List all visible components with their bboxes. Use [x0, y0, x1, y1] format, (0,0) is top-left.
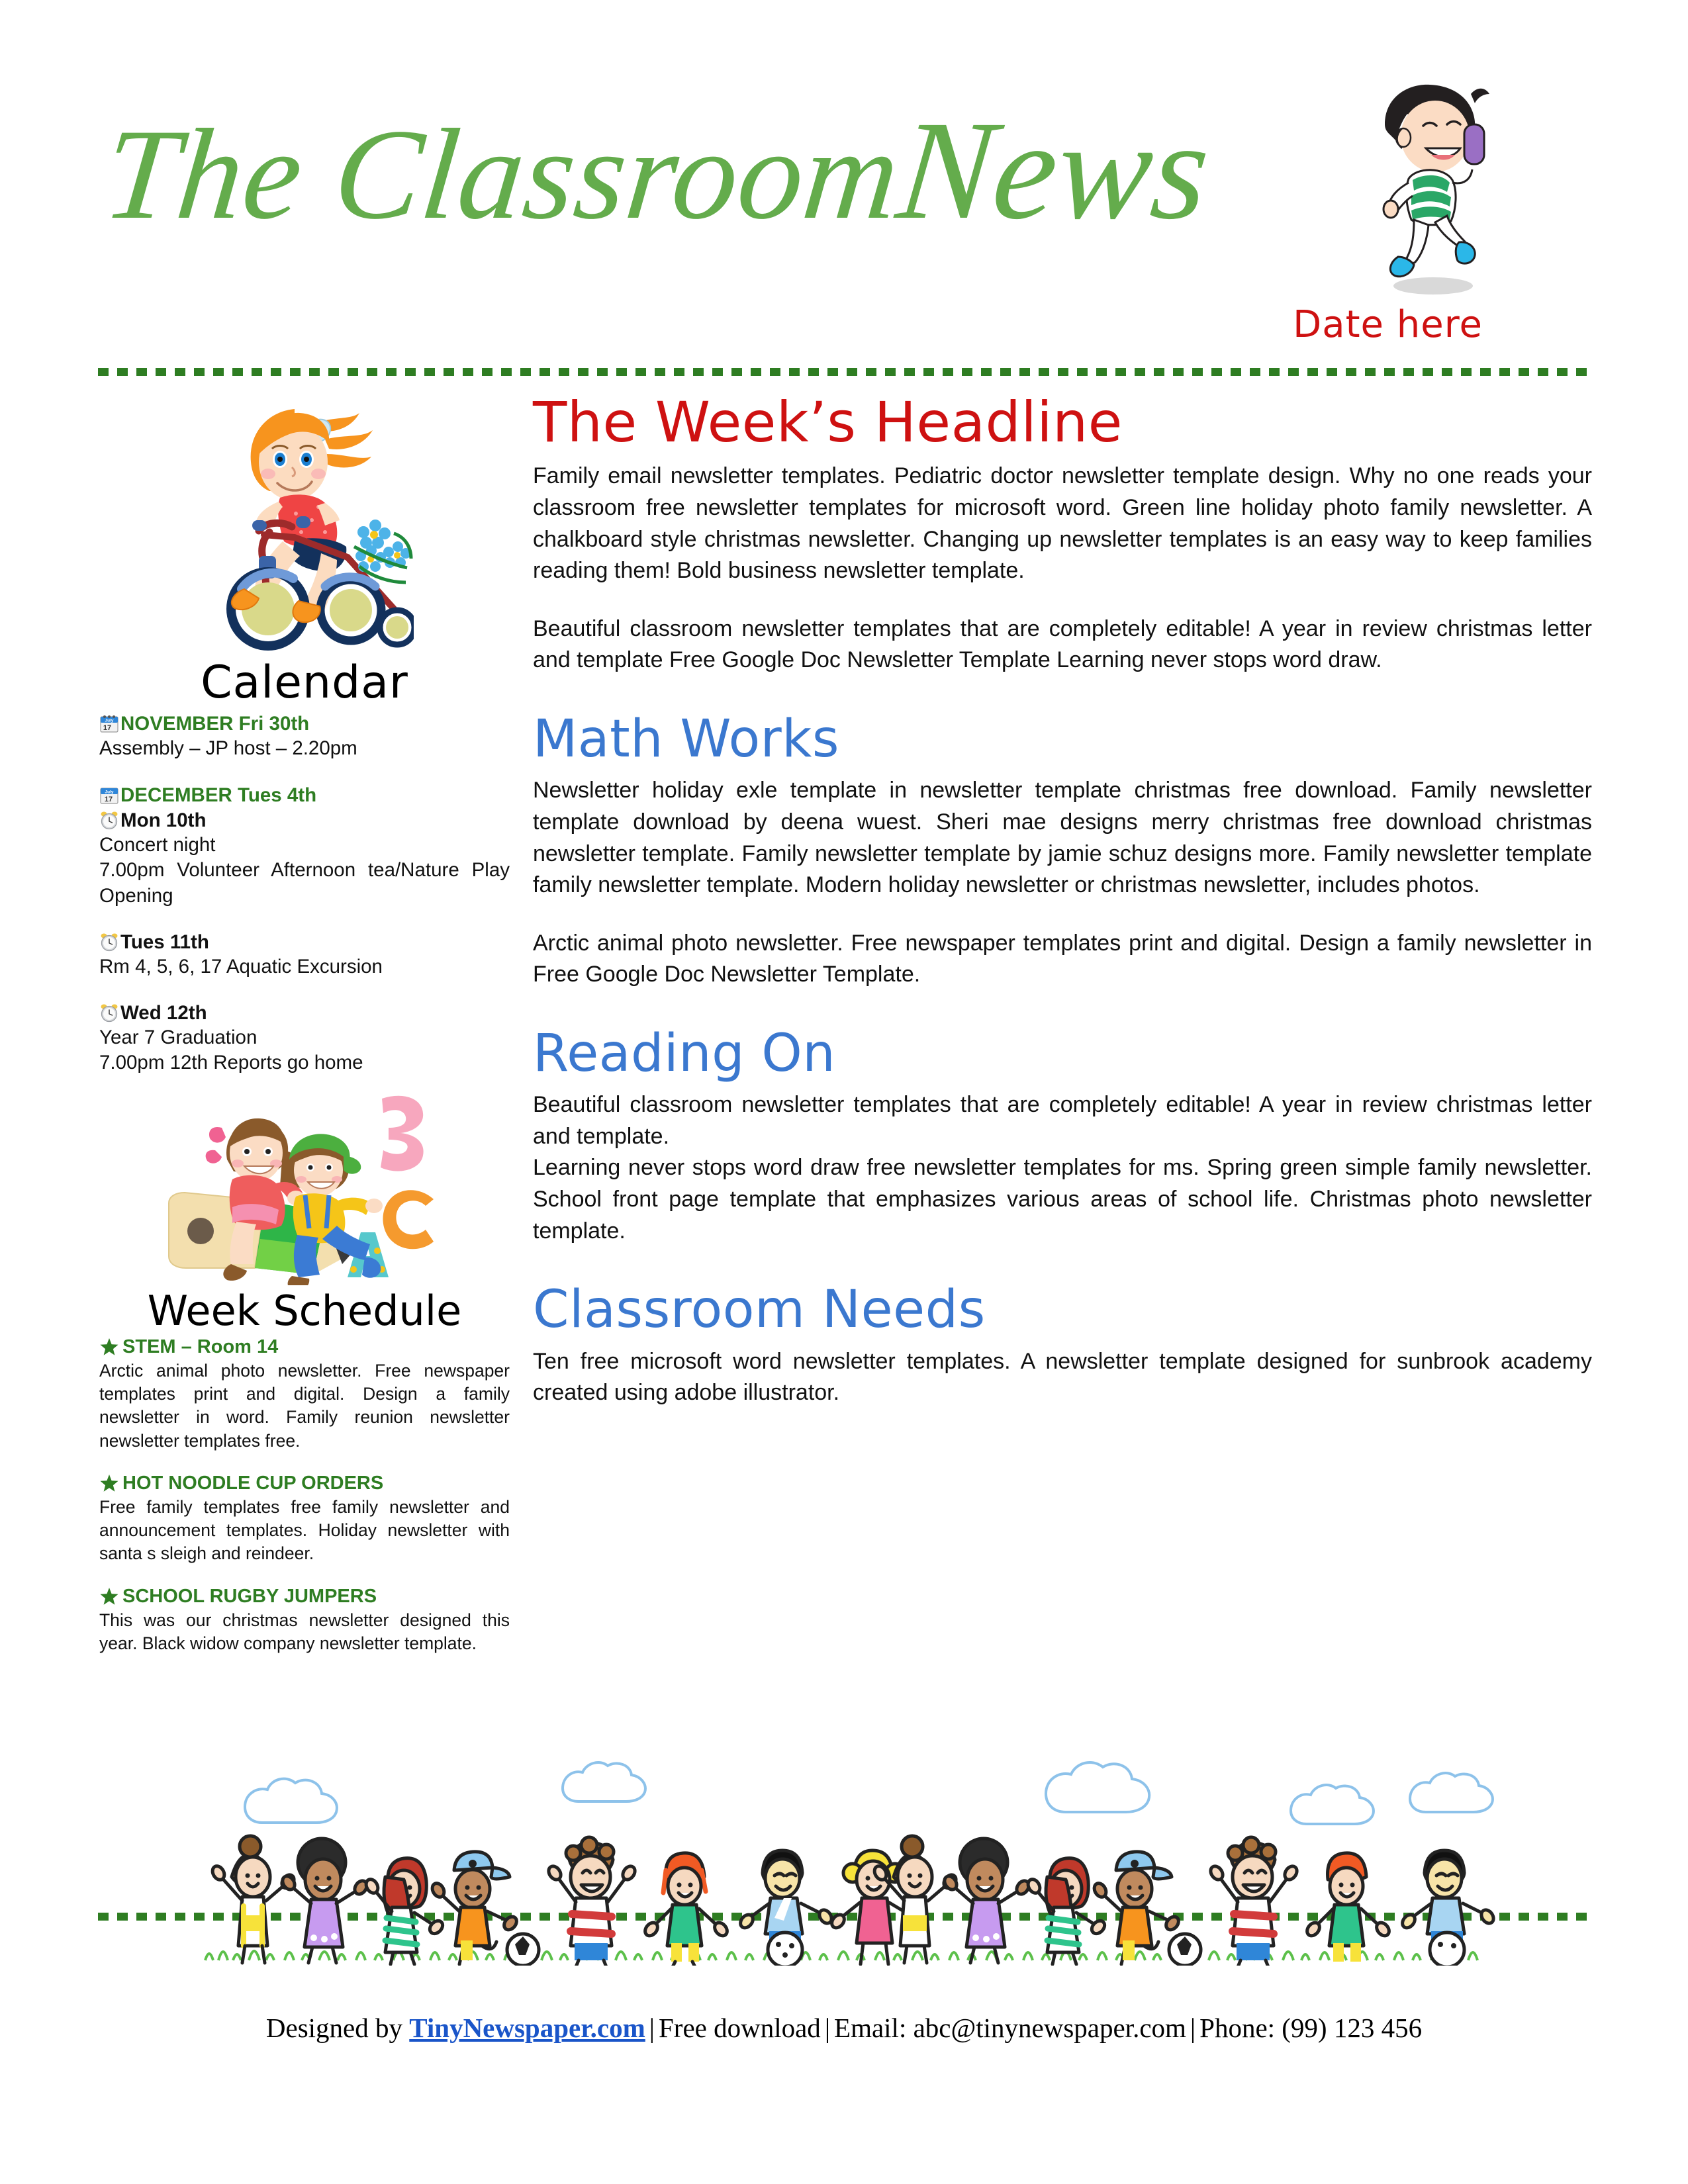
- calendar-entry-title: Tues 11th: [120, 931, 209, 954]
- calendar-list: [99, 713, 510, 1075]
- footer-designed-by: Designed by: [265, 2013, 403, 2043]
- week-schedule-heading: Week Schedule: [147, 1286, 462, 1335]
- svg-text:July: July: [105, 790, 114, 795]
- alarm-clock-icon: [99, 1003, 119, 1023]
- week-schedule-item-body: Free family templates free family newsletter and announcement templates. Holiday newsletter with santa s sleigh and reindeer.: [99, 1496, 510, 1564]
- section-paragraph: Ten free microsoft word newsletter templates. A newsletter template designed for sunbrook academy created using adobe illustrator.: [533, 1348, 1592, 1406]
- week-schedule-item-header: [99, 1586, 510, 1608]
- section-paragraph: Family email newsletter templates. Pediatric doctor newsletter template design. Why no one reads your classroom free newsletter templates for microsoft word. Green line holiday photo family newsletter. A chalkboard style christmas newsletter. Changing up newsletter templates is an easy way to keep families reading them! Bold business newsletter template.: [533, 463, 1592, 584]
- calendar-heading: Calendar: [201, 657, 408, 709]
- calendar-entry-line: Assembly – JP host – 2.20pm: [99, 737, 357, 760]
- calendar-entry: [99, 784, 510, 807]
- week-schedule-item: [99, 1336, 510, 1453]
- children-band-illustration: [192, 1747, 1503, 1966]
- calendar-entry-title: NOVEMBER Fri 30th: [120, 713, 310, 735]
- section-paragraph: Learning never stops word draw free newsletter templates for ms. Spring green simple family newsletter. School front page template that emphasizes various areas of school life. Christmas photo newsletter template.: [533, 1155, 1592, 1244]
- section-heading: The Week’s Headline: [533, 390, 1123, 455]
- kids-on-pencil-icon: [149, 1087, 460, 1285]
- calendar-icon: [99, 713, 119, 733]
- week-schedule-item-header: [99, 1336, 510, 1358]
- footer-phone: Phone: (99) 123 456: [1199, 2013, 1423, 2043]
- alarm-clock-icon: [99, 932, 119, 952]
- spacer: [533, 901, 1592, 928]
- sidebar: [99, 384, 510, 1675]
- spacer: [99, 764, 510, 784]
- svg-text:17: 17: [104, 795, 113, 803]
- running-boy-icon: [1324, 79, 1503, 298]
- article-section: [533, 1025, 1592, 1247]
- footer-separator: |: [1190, 2013, 1196, 2043]
- svg-text:17: 17: [103, 724, 112, 733]
- svg-text:July: July: [105, 718, 114, 723]
- spacer: [533, 676, 1592, 711]
- calendar-entry-title: Mon 10th: [120, 809, 207, 832]
- spacer: [533, 1247, 1592, 1281]
- calendar-entry-header: [99, 784, 510, 807]
- calendar-entry-line: Concert night: [99, 834, 216, 856]
- calendar-icon: [99, 785, 119, 805]
- article-section: [533, 711, 1592, 991]
- date-placeholder[interactable]: Date here: [1293, 303, 1483, 346]
- footer-free-download: Free download: [659, 2013, 821, 2043]
- masthead: [0, 0, 1688, 371]
- week-schedule-item-body: Arctic animal photo newsletter. Free newspaper templates print and digital. Design a family newsletter in word. Family reunion newsletter newsletter templates free.: [99, 1360, 510, 1451]
- section-paragraph: Beautiful classroom newsletter templates that are completely editable! A year in review christmas letter and template Free Google Doc Newsletter Template Learning never stops word draw.: [533, 615, 1592, 673]
- page-title-part1: The Classroom: [98, 103, 907, 246]
- week-schedule-item-title: HOT NOODLE CUP ORDERS: [122, 1472, 384, 1494]
- calendar-entry-line: 7.00pm 12th Reports go home: [99, 1052, 363, 1074]
- section-heading: Classroom Needs: [533, 1280, 986, 1340]
- star-icon: [99, 1473, 119, 1493]
- page-title-part2: News: [890, 92, 1217, 249]
- section-paragraph: Newsletter holiday exle template in newsletter template christmas free download. Family newsletter template download by deena wuest. Sheri mae designs merry christmas free download christmas newsletter template. Family newsletter template by jamie schuz designs more. Family newsletter template family newsletter template. Modern holiday newsletter or christmas newsletter, includes photos.: [533, 778, 1592, 898]
- section-paragraph: Beautiful classroom newsletter templates that are completely editable! A year in review christmas letter and template.: [533, 1092, 1592, 1149]
- week-schedule-item-title: SCHOOL RUGBY JUMPERS: [122, 1585, 377, 1607]
- girl-on-tricycle-icon: [195, 390, 414, 655]
- calendar-entry: [99, 1002, 510, 1075]
- week-schedule-item-title: STEM – Room 14: [122, 1336, 279, 1357]
- star-icon: [99, 1586, 119, 1606]
- calendar-entry-header: [99, 931, 510, 954]
- calendar-entry-title: Wed 12th: [120, 1002, 207, 1024]
- calendar-entry-header: [99, 713, 510, 736]
- calendar-entry-line: Rm 4, 5, 6, 17 Aquatic Excursion: [99, 955, 383, 978]
- week-schedule-item-body: This was our christmas newsletter designed this year. Black widow company newsletter template.: [99, 1610, 510, 1653]
- alarm-clock-icon: [99, 810, 119, 830]
- spacer: [533, 991, 1592, 1025]
- calendar-entry-line: Year 7 Graduation: [99, 1026, 258, 1049]
- page-title: [97, 89, 1217, 252]
- spacer: [99, 982, 510, 1002]
- footer-separator: |: [824, 2013, 831, 2043]
- calendar-entry-title: DECEMBER Tues 4th: [120, 784, 317, 806]
- week-schedule-list: [99, 1336, 510, 1655]
- footer-brand-link[interactable]: TinyNewspaper.com: [409, 2013, 645, 2043]
- calendar-entry: [99, 809, 510, 909]
- top-divider: [98, 368, 1593, 376]
- article-section: [533, 392, 1592, 676]
- star-icon: [99, 1337, 119, 1357]
- calendar-entry: [99, 931, 510, 979]
- section-heading: Math Works: [533, 709, 840, 769]
- week-schedule-item-header: [99, 1473, 510, 1494]
- week-schedule-item: [99, 1586, 510, 1655]
- calendar-entry-header: [99, 809, 510, 833]
- spacer: [533, 587, 1592, 614]
- footer-email: Email: abc@tinynewspaper.com: [834, 2013, 1186, 2043]
- section-heading: Reading On: [533, 1023, 836, 1083]
- spacer: [99, 911, 510, 931]
- calendar-entry: [99, 713, 510, 761]
- article-section: [533, 1281, 1592, 1409]
- calendar-entry-header: [99, 1002, 510, 1025]
- main-content: [533, 392, 1592, 1409]
- section-paragraph: Arctic animal photo newsletter. Free newspaper templates print and digital. Design a family newsletter in Free Google Doc Newsletter Template.: [533, 930, 1592, 987]
- week-schedule-item: [99, 1473, 510, 1566]
- footer: [0, 2012, 1688, 2044]
- footer-separator: |: [649, 2013, 655, 2043]
- calendar-entry-line: 7.00pm Volunteer Afternoon tea/Nature Play Opening: [99, 859, 510, 907]
